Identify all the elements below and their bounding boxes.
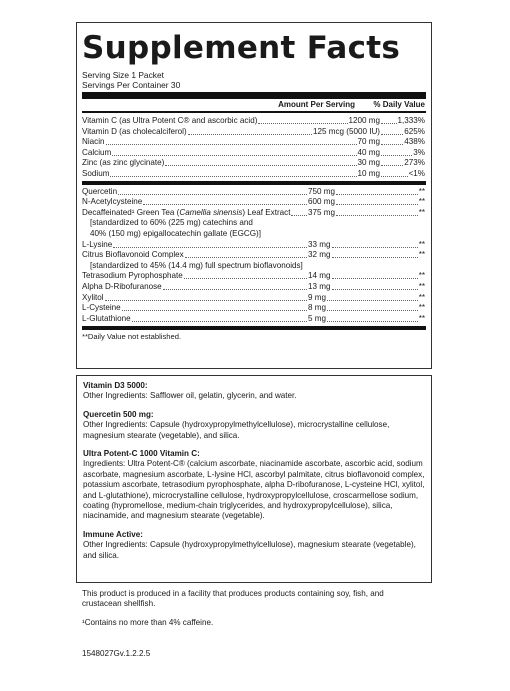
leader-dots	[188, 134, 312, 135]
nutrient-amount: 375 mg	[308, 207, 335, 217]
nutrient-amount: 125 mcg (5000 IU)	[312, 126, 380, 136]
nutrient-name: Alpha D-Ribofuranose	[82, 281, 162, 291]
product-code: 1548027Gv.1.2.2.5	[82, 649, 151, 658]
leader-dots	[291, 215, 307, 216]
nutrient-dv: **	[418, 207, 425, 217]
ingredient-heading: Immune Active:	[83, 529, 143, 539]
caffeine-note: ¹Contains no more than 4% caffeine.	[82, 618, 214, 627]
ingredient-text: Other Ingredients: Capsule (hydroxypropylmethylcellulose), microcrystalline cellulose, magnesium stearate (vegetable), and silica.	[83, 420, 390, 440]
leader-dots	[112, 155, 356, 156]
nutrient-name: N-Acetylcysteine	[82, 197, 143, 207]
standardization-note: 40% (150 mg) epigallocatechin gallate (EGCG)]	[90, 228, 261, 238]
nutrient-amount: 5 mg	[308, 313, 326, 323]
leader-dots	[122, 310, 307, 311]
nutrient-row	[82, 314, 426, 325]
leader-dots	[143, 204, 307, 205]
nutrient-dv: 438%	[404, 137, 425, 147]
ingredient-text: Ingredients: Ultra Potent-C® (calcium ascorbate, niacinamide ascorbate, ascorbic acid, sodium ascorbate, magnesium ascorbate, L-lysine HCl, ascorbyl palmitate, citrus bioflavonoid complex, potassium ascorbate, tetrasodium pyrophosphate, alpha D-ribofuranose, L-cysteine HCl, xylitol, and L-glutathione), microcrystalline cellulose, hydroxypropylcellulose, croscarmellose sodium, coating (hypromellose, medium-chain triglycerides, and hydroxypropylcellulose), silica, niacinamide, and magnesium stearate (vegetable).	[83, 459, 425, 521]
nutrient-dv: <1%	[408, 168, 425, 178]
leader-dots	[336, 215, 418, 216]
nutrient-row	[82, 158, 426, 169]
nutrient-dv: **	[418, 239, 425, 249]
supplement-facts-panel	[76, 22, 432, 369]
nutrient-amount: 9 mg	[308, 292, 326, 302]
nutrient-amount: 1200 mg	[348, 116, 380, 125]
name-part: ) Leaf Extract	[242, 207, 291, 217]
nutrient-name: Calcium	[82, 147, 112, 157]
leader-dots	[184, 278, 307, 279]
leader-dots	[381, 176, 408, 177]
servings-per-container: Servings Per Container 30	[82, 80, 181, 90]
nutrient-dv: 625%	[404, 126, 425, 136]
nutrient-dv: **	[418, 292, 425, 302]
nutrient-dv: 1,333%	[397, 116, 425, 125]
leader-dots	[332, 289, 418, 290]
bottom-rule	[82, 326, 426, 330]
nutrient-row	[82, 127, 426, 138]
leader-dots	[163, 289, 307, 290]
leader-dots	[327, 310, 418, 311]
leader-dots	[185, 257, 307, 258]
nutrient-row	[82, 271, 426, 282]
ingredient-block	[83, 410, 425, 441]
nutrient-amount: 30 mg	[357, 158, 380, 168]
nutrient-name: L-Lysine	[82, 239, 113, 249]
nutrient-dv: **	[418, 250, 425, 260]
standardization-note: [standardized to 60% (225 mg) catechins and	[90, 218, 253, 228]
ingredients-panel	[76, 375, 432, 583]
nutrient-row	[82, 293, 426, 304]
nutrient-amount: 14 mg	[308, 271, 331, 281]
nutrient-row	[82, 250, 426, 261]
leader-dots	[118, 194, 307, 195]
name-part: Decaffeinated¹ Green Tea (	[82, 207, 180, 217]
leader-dots	[332, 278, 418, 279]
ingredient-block	[83, 381, 425, 402]
nutrient-row	[82, 282, 426, 293]
leader-dots	[258, 123, 347, 124]
ingredient-heading: Quercetin 500 mg:	[83, 409, 154, 419]
leader-dots	[336, 194, 418, 195]
nutrient-dv: **	[418, 197, 425, 207]
nutrient-name: Zinc (as zinc glycinate)	[82, 158, 165, 168]
daily-value-footnote: **Daily Value not established.	[82, 332, 182, 342]
nutrient-row	[82, 137, 426, 148]
nutrient-name: Vitamin C (as Ultra Potent C® and ascorbic acid)	[82, 116, 258, 125]
leader-dots	[381, 123, 397, 124]
nutrient-row	[82, 187, 426, 198]
nutrient-name: Citrus Bioflavonoid Complex	[82, 250, 184, 260]
nutrient-row	[82, 208, 426, 219]
nutrient-row	[82, 240, 426, 251]
leader-dots	[113, 247, 307, 248]
nutrient-row	[82, 197, 426, 208]
leader-dots	[381, 165, 403, 166]
nutrient-amount: 70 mg	[357, 137, 380, 147]
nutrient-dv: **	[418, 281, 425, 291]
nutrient-dv: **	[418, 271, 425, 281]
leader-dots	[327, 300, 418, 301]
column-header	[82, 99, 426, 113]
ingredient-text: Other Ingredients: Capsule (hydroxypropylmethylcellulose), magnesium stearate (vegetable), and silica.	[83, 540, 416, 560]
ingredient-heading: Vitamin D3 5000:	[83, 381, 148, 390]
leader-dots	[332, 257, 418, 258]
serving-size: Serving Size 1 Packet	[82, 70, 164, 80]
leader-dots	[381, 134, 403, 135]
nutrient-amount: 40 mg	[357, 147, 380, 157]
nutrient-name: Tetrasodium Pyrophosphate	[82, 271, 183, 281]
nutrient-dv: **	[418, 186, 425, 196]
leader-dots	[105, 300, 307, 301]
nutrient-row	[82, 303, 426, 314]
nutrient-name	[82, 208, 290, 219]
standardization-note: [standardized to 45% (14.4 mg) full spectrum bioflavonoids]	[90, 260, 303, 270]
name-italic: Camellia sinensis	[179, 207, 243, 217]
leader-dots	[165, 165, 356, 166]
ingredient-block	[83, 449, 425, 522]
leader-dots	[336, 204, 418, 205]
ingredient-block	[83, 530, 425, 561]
nutrient-row	[82, 148, 426, 159]
nutrient-name: Xylitol	[82, 292, 104, 302]
panel-title: Supplement Facts	[82, 30, 401, 66]
nutrient-dv: **	[418, 313, 425, 323]
nutrient-amount: 8 mg	[308, 303, 326, 313]
nutrient-name: Sodium	[82, 168, 110, 178]
nutrient-name: Niacin	[82, 137, 105, 147]
nutrient-amount: 13 mg	[308, 281, 331, 291]
nutrient-amount: 600 mg	[308, 197, 335, 207]
ingredient-text: Other Ingredients: Safflower oil, gelatin, glycerin, and water.	[83, 391, 297, 401]
thick-rule	[82, 92, 426, 99]
leader-dots	[110, 176, 356, 177]
nutrient-row	[82, 116, 426, 127]
leader-dots	[327, 321, 418, 322]
nutrient-dv: **	[418, 303, 425, 313]
nutrient-amount: 32 mg	[308, 250, 331, 260]
allergen-statement: This product is produced in a facility that produces products containing soy, fish, and crustacean shellfish.	[82, 589, 384, 609]
nutrient-name: Vitamin D (as cholecalciferol)	[82, 126, 187, 136]
nutrient-row	[82, 169, 426, 180]
dv-header: % Daily Value	[373, 100, 425, 109]
nutrient-name: L-Glutathione	[82, 313, 131, 323]
nutrient-name: Quercetin	[82, 186, 118, 196]
nutrient-group-1	[82, 113, 426, 180]
nutrient-amount: 10 mg	[357, 168, 380, 178]
leader-dots	[106, 144, 357, 145]
leader-dots	[381, 155, 412, 156]
ingredient-heading: Ultra Potent-C 1000 Vitamin C:	[83, 449, 200, 459]
nutrient-dv: 3%	[413, 147, 425, 157]
nutrient-name: L-Cysteine	[82, 303, 121, 313]
leader-dots	[381, 144, 403, 145]
amount-header: Amount Per Serving	[278, 100, 355, 109]
leader-dots	[132, 321, 307, 322]
nutrient-group-2	[82, 185, 426, 325]
leader-dots	[332, 247, 418, 248]
nutrient-dv: 273%	[404, 158, 425, 168]
nutrient-amount: 33 mg	[308, 239, 331, 249]
nutrient-amount: 750 mg	[308, 186, 335, 196]
